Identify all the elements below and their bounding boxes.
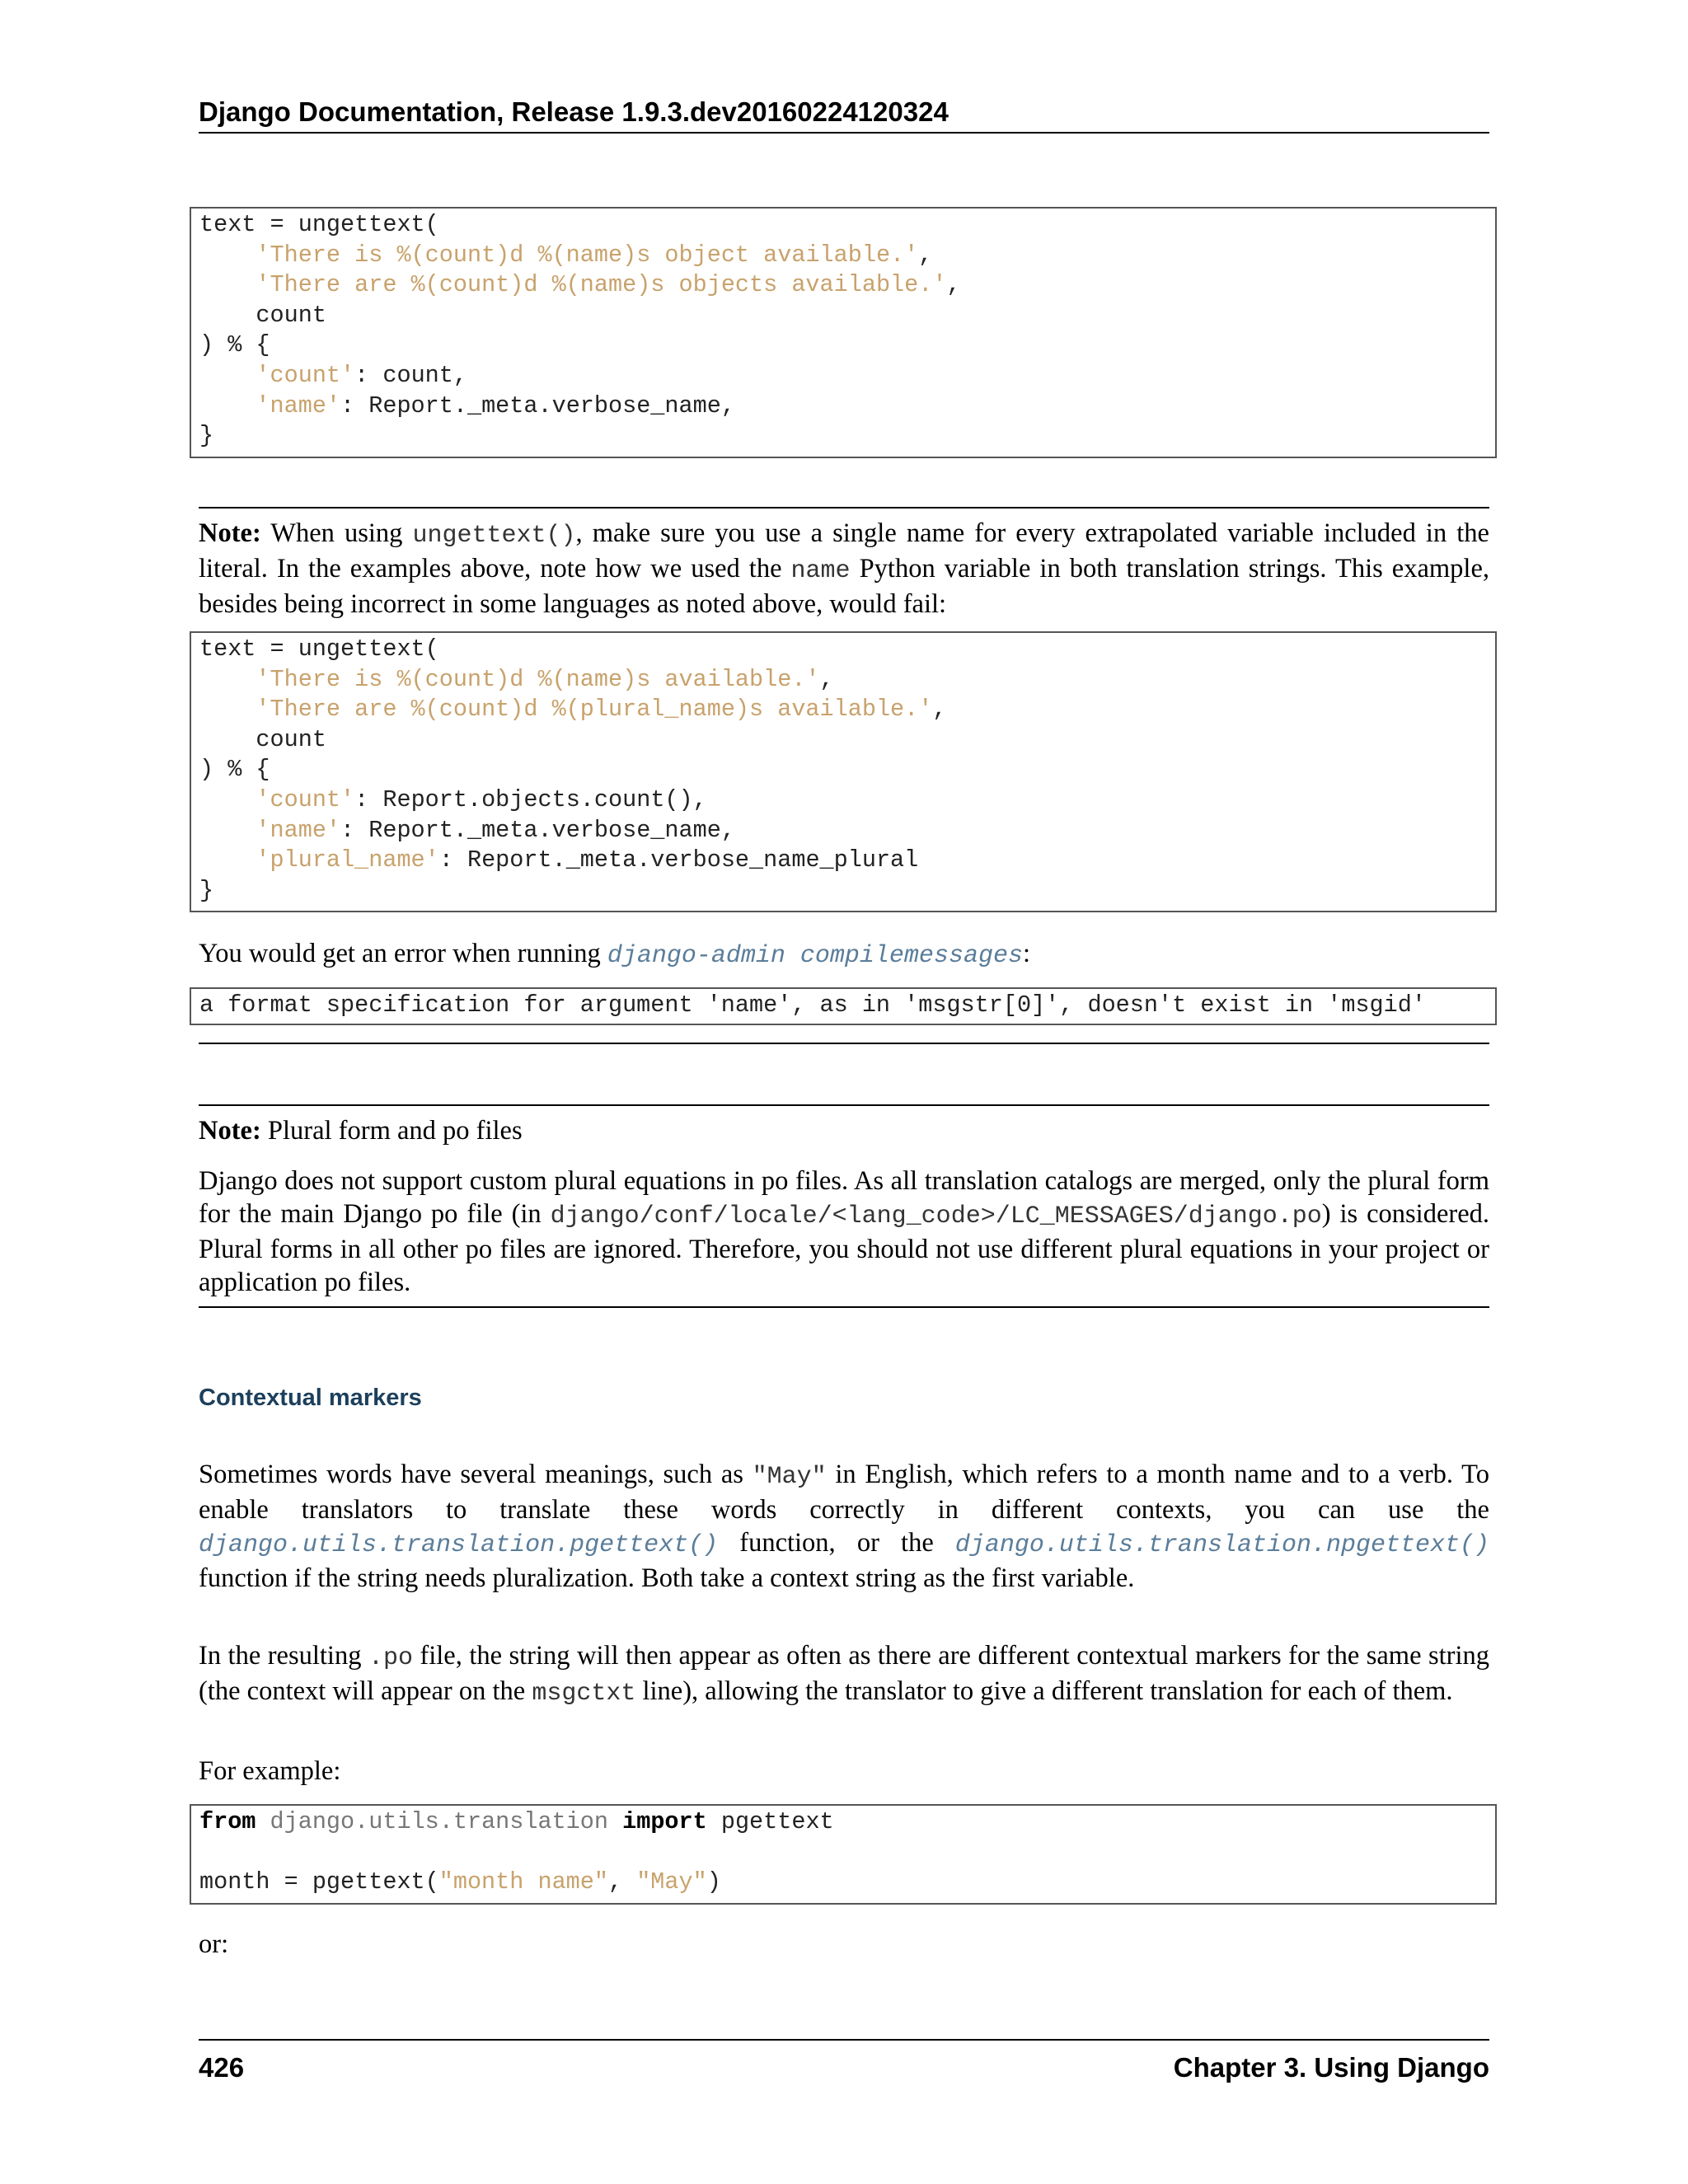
compilemessages-link[interactable]: django-admin compilemessages — [607, 942, 1023, 970]
paragraph-for-example: For example: — [199, 1756, 341, 1786]
note2-top-rule — [199, 1104, 1489, 1106]
code-block-ungettext: text = ungettext( 'There is %(count)d %(name)s object available.', 'There are %(count)d %(name)s objects available.', count ) % { 'count': count, 'name': Report._meta.verbose_name, } — [190, 207, 1497, 458]
note-bottom-rule — [199, 1043, 1489, 1044]
note2-bottom-rule — [199, 1306, 1489, 1308]
note-ungettext: Note: When using ungettext(), make sure you use a single name for every extrapolated variable included in the literal. In the examples above, note how we used the name Python variable in both translation strings. This example, besides being incorrect in some languages as noted above, would fail: — [199, 518, 1490, 619]
pgettext-link[interactable]: django.utils.translation.pgettext() — [199, 1531, 719, 1559]
code-block-error-message: a format specification for argument 'name', as in 'msgstr[0]', doesn't exist in 'msgid' — [190, 987, 1497, 1025]
chapter-title: Chapter 3. Using Django — [1173, 2052, 1489, 2083]
running-footer — [199, 2039, 1489, 2083]
note-plural-title: Note: Plural form and po files — [199, 1116, 523, 1146]
npgettext-link[interactable]: django.utils.translation.npgettext() — [954, 1531, 1489, 1559]
paragraph-or: or: — [199, 1929, 229, 1959]
running-header — [199, 92, 1489, 134]
document-page — [199, 0, 1489, 2184]
section-heading: Contextual markers — [199, 1385, 422, 1411]
header-title: Django Documentation, Release 1.9.3.dev20160224120324 — [199, 96, 949, 127]
note-plural-body: Django does not support custom plural equations in po files. As all translation catalogs are merged, only the plural form for the main Django po file (in django/conf/locale/<lang_code>/LC_MESSAGES/django.po) is considered. Plural forms in all other po files are ignored. Therefore, you should not use different plural equations in your project or application po files. — [199, 1166, 1490, 1297]
paragraph-po-file: In the resulting .po file, the string will then appear as often as there are different contextual markers for the same string (the context will appear on the msgctxt line), allowing the translator to give a different translation for each of them. — [199, 1641, 1490, 1708]
paragraph-contextual: Sometimes words have several meanings, such as "May" in English, which refers to a month name and to a verb. To enable translators to translate these words correctly in different contexts, you can use the django.utils.translation.pgettext() function, or the django.utils.translation.npgettext() function if the string needs pluralization. Both take a context string as the first variable. — [199, 1460, 1489, 1593]
code-block-pgettext: from django.utils.translation import pgettext month = pgettext("month name", "May") — [190, 1804, 1497, 1905]
error-intro: You would get an error when running django-admin compilemessages: — [199, 939, 1030, 970]
note-top-rule — [199, 507, 1489, 509]
page-number: 426 — [199, 2052, 245, 2083]
code-block-failing-example: text = ungettext( 'There is %(count)d %(name)s available.', 'There are %(count)d %(plural_name)s available.', count ) % { 'count': Report.objects.count(), 'name': Report._meta.verbose_name, 'plural_name': Report._meta.verbose_name_plural } — [190, 631, 1497, 912]
